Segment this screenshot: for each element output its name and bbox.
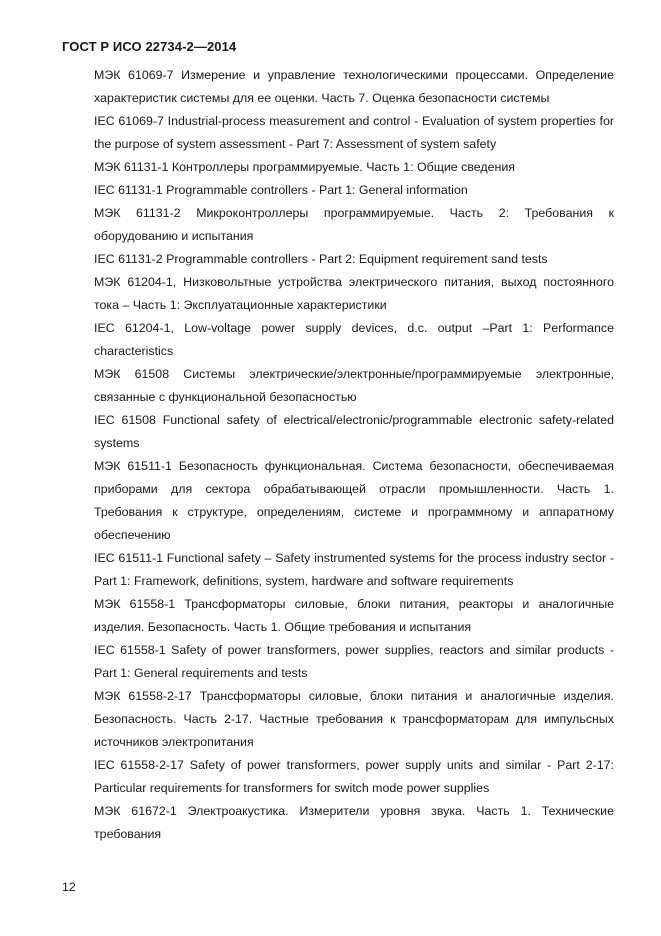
reference-item: МЭК 61131-2 Микроконтроллеры программируемые. Часть 2: Требования к оборудованию и испытания: [94, 206, 614, 243]
reference-item: МЭК 61672-1 Электроакустика. Измерители уровня звука. Часть 1. Технические требования: [94, 804, 614, 841]
reference-item: IEC 61511-1 Functional safety – Safety instrumented systems for the process industry sector - Part 1: Framework, definitions, system, hardware and software requirements: [94, 551, 614, 588]
references-list: [94, 64, 614, 846]
reference-item: IEC 61558-1 Safety of power transformers, power supplies, reactors and similar products - Part 1: General requirements and tests: [94, 643, 614, 680]
reference-item: МЭК 61069-7 Измерение и управление технологическими процессами. Определение характеристик системы для ее оценки. Часть 7. Оценка безопасности системы: [94, 68, 614, 105]
reference-item: МЭК 61508 Системы электрические/электронные/программируемые электронные, связанные с функциональной безопасностью: [94, 367, 614, 404]
reference-item: IEC 61131-1 Programmable controllers - Part 1: General information: [94, 183, 468, 197]
reference-item: МЭК 61558-1 Трансформаторы силовые, блоки питания, реакторы и аналогичные изделия. Безопасность. Часть 1. Общие требования и испытания: [94, 597, 614, 634]
reference-item: МЭК 61204-1, Низковольтные устройства электрического питания, выход постоянного тока – Часть 1: Эксплуатационные характеристики: [94, 275, 614, 312]
reference-item: IEC 61131-2 Programmable controllers - Part 2: Equipment requirement sand tests: [94, 252, 548, 266]
reference-item: IEC 61204-1, Low-voltage power supply devices, d.c. output –Part 1: Performance characteristics: [94, 321, 614, 358]
page-number: 12: [62, 880, 76, 894]
reference-item: МЭК 61558-2-17 Трансформаторы силовые, блоки питания и аналогичные изделия. Безопасность. Часть 2-17. Частные требования к трансформаторам для импульсных источников электропитания: [94, 689, 614, 749]
reference-item: IEC 61508 Functional safety of electrical/electronic/programmable electronic safety-related systems: [94, 413, 614, 450]
reference-item: IEC 61558-2-17 Safety of power transformers, power supply units and similar - Part 2-17: Particular requirements for transformers for switch mode power supplies: [94, 758, 614, 795]
reference-item: МЭК 61511-1 Безопасность функциональная. Система безопасности, обеспечиваемая приборами для сектора обрабатывающей отрасли промышленности. Часть 1. Требования к структуре, определениям, системе и программному и аппаратному обеспечению: [94, 459, 614, 542]
page-header-standard: ГОСТ Р ИСО 22734-2—2014: [62, 39, 237, 54]
reference-item: МЭК 61131-1 Контроллеры программируемые. Часть 1: Общие сведения: [94, 160, 515, 174]
reference-item: IEC 61069-7 Industrial-process measurement and control - Evaluation of system properties for the purpose of system assessment - Part 7: Assessment of system safety: [94, 114, 614, 151]
